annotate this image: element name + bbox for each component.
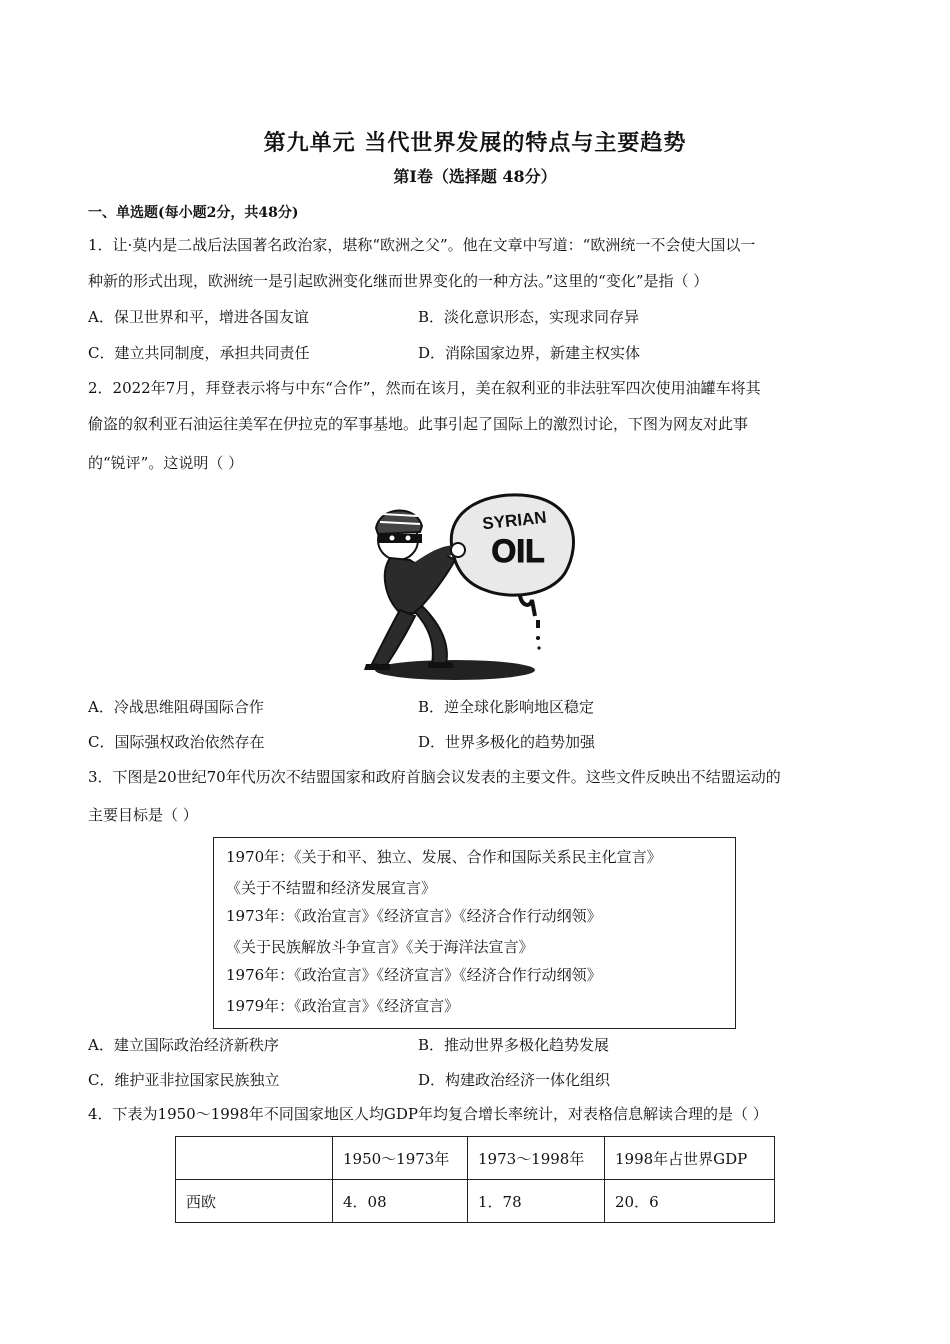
q1-option-a: A．保卫世界和平，增进各国友谊 [88, 308, 309, 326]
cartoon-thief-image [360, 488, 590, 683]
q3-line-2: 主要目标是（ ） [88, 806, 198, 824]
table-cell: 20．6 [605, 1180, 775, 1223]
doc-line: 《关于民族解放斗争宣言》《关于海洋法宣言》 [226, 938, 534, 956]
q3-line-1: 3．下图是20世纪70年代历次不结盟国家和政府首脑会议发表的主要文件。这些文件反映出不结盟运动的 [88, 768, 781, 786]
doc-line: 1976年：《政治宣言》《经济宣言》《经济合作行动纲领》 [226, 966, 602, 984]
q2-option-a: A．冷战思维阻碍国际合作 [88, 698, 264, 716]
q2-line-1: 2．2022年7月，拜登表示将与中东“合作”，然而在该月，美在叙利亚的非法驻军四次使用油罐车将其 [88, 379, 761, 397]
table-cell: 1．78 [468, 1180, 605, 1223]
page-title: 第九单元 当代世界发展的特点与主要趋势 [263, 130, 687, 156]
q2-option-d: D．世界多极化的趋势加强 [418, 733, 596, 751]
q3-option-b: B．推动世界多极化趋势发展 [418, 1036, 610, 1054]
table-header-row [176, 1137, 775, 1180]
q1-option-b: B．淡化意识形态，实现求同存异 [418, 308, 640, 326]
table-header-cell [176, 1137, 333, 1180]
q2-line-2: 偷盗的叙利亚石油运往美军在伊拉克的军事基地。此事引起了国际上的激烈讨论，下图为网友对此事 [88, 415, 749, 433]
q3-option-d: D．构建政治经济一体化组织 [418, 1071, 611, 1089]
doc-line: 《关于不结盟和经济发展宣言》 [226, 879, 437, 897]
cartoon-label-oil: OIL [491, 533, 545, 569]
q1-line-2: 种新的形式出现，欧洲统一是引起欧洲变化继而世界变化的一种方法。”这里的“变化”是指（ ） [88, 272, 709, 290]
table-header-cell: 1950～1973年 [333, 1137, 468, 1180]
q2-option-b: B．逆全球化影响地区稳定 [418, 698, 595, 716]
q3-option-c: C．维护亚非拉国家民族独立 [88, 1071, 280, 1089]
q4-line-1: 4．下表为1950～1998年不同国家地区人均GDP年均复合增长率统计，对表格信息解读合理的是（ ） [88, 1105, 768, 1123]
q1-option-c: C．建立共同制度，承担共同责任 [88, 344, 310, 362]
q2-line-3: 的“锐评”。这说明（ ） [88, 454, 244, 472]
doc-line: 1979年：《政治宣言》《经济宣言》 [226, 997, 460, 1015]
q1-line-1: 1．让·莫内是二战后法国著名政治家，堪称“欧洲之父”。他在文章中写道：“欧洲统一不会使大国以一 [88, 236, 756, 254]
page-subtitle: 第Ⅰ卷（选择题 48分） [393, 167, 557, 186]
documents-box [213, 837, 736, 1029]
q2-option-c: C．国际强权政治依然存在 [88, 733, 265, 751]
section-heading: 一、单选题(每小题2分，共48分) [88, 205, 299, 221]
doc-line: 1970年：《关于和平、独立、发展、合作和国际关系民主化宣言》 [226, 848, 662, 866]
table-cell: 西欧 [176, 1180, 333, 1223]
table-cell: 4．08 [333, 1180, 468, 1223]
gdp-table [175, 1136, 775, 1223]
doc-line: 1973年：《政治宣言》《经济宣言》《经济合作行动纲领》 [226, 907, 602, 925]
cartoon-label-syrian: SYRIAN [481, 507, 548, 534]
q3-option-a: A．建立国际政治经济新秩序 [88, 1036, 279, 1054]
table-header-cell: 1973～1998年 [468, 1137, 605, 1180]
table-header-cell: 1998年占世界GDP [605, 1137, 775, 1180]
table-row [176, 1180, 775, 1223]
q1-option-d: D．消除国家边界，新建主权实体 [418, 344, 641, 362]
